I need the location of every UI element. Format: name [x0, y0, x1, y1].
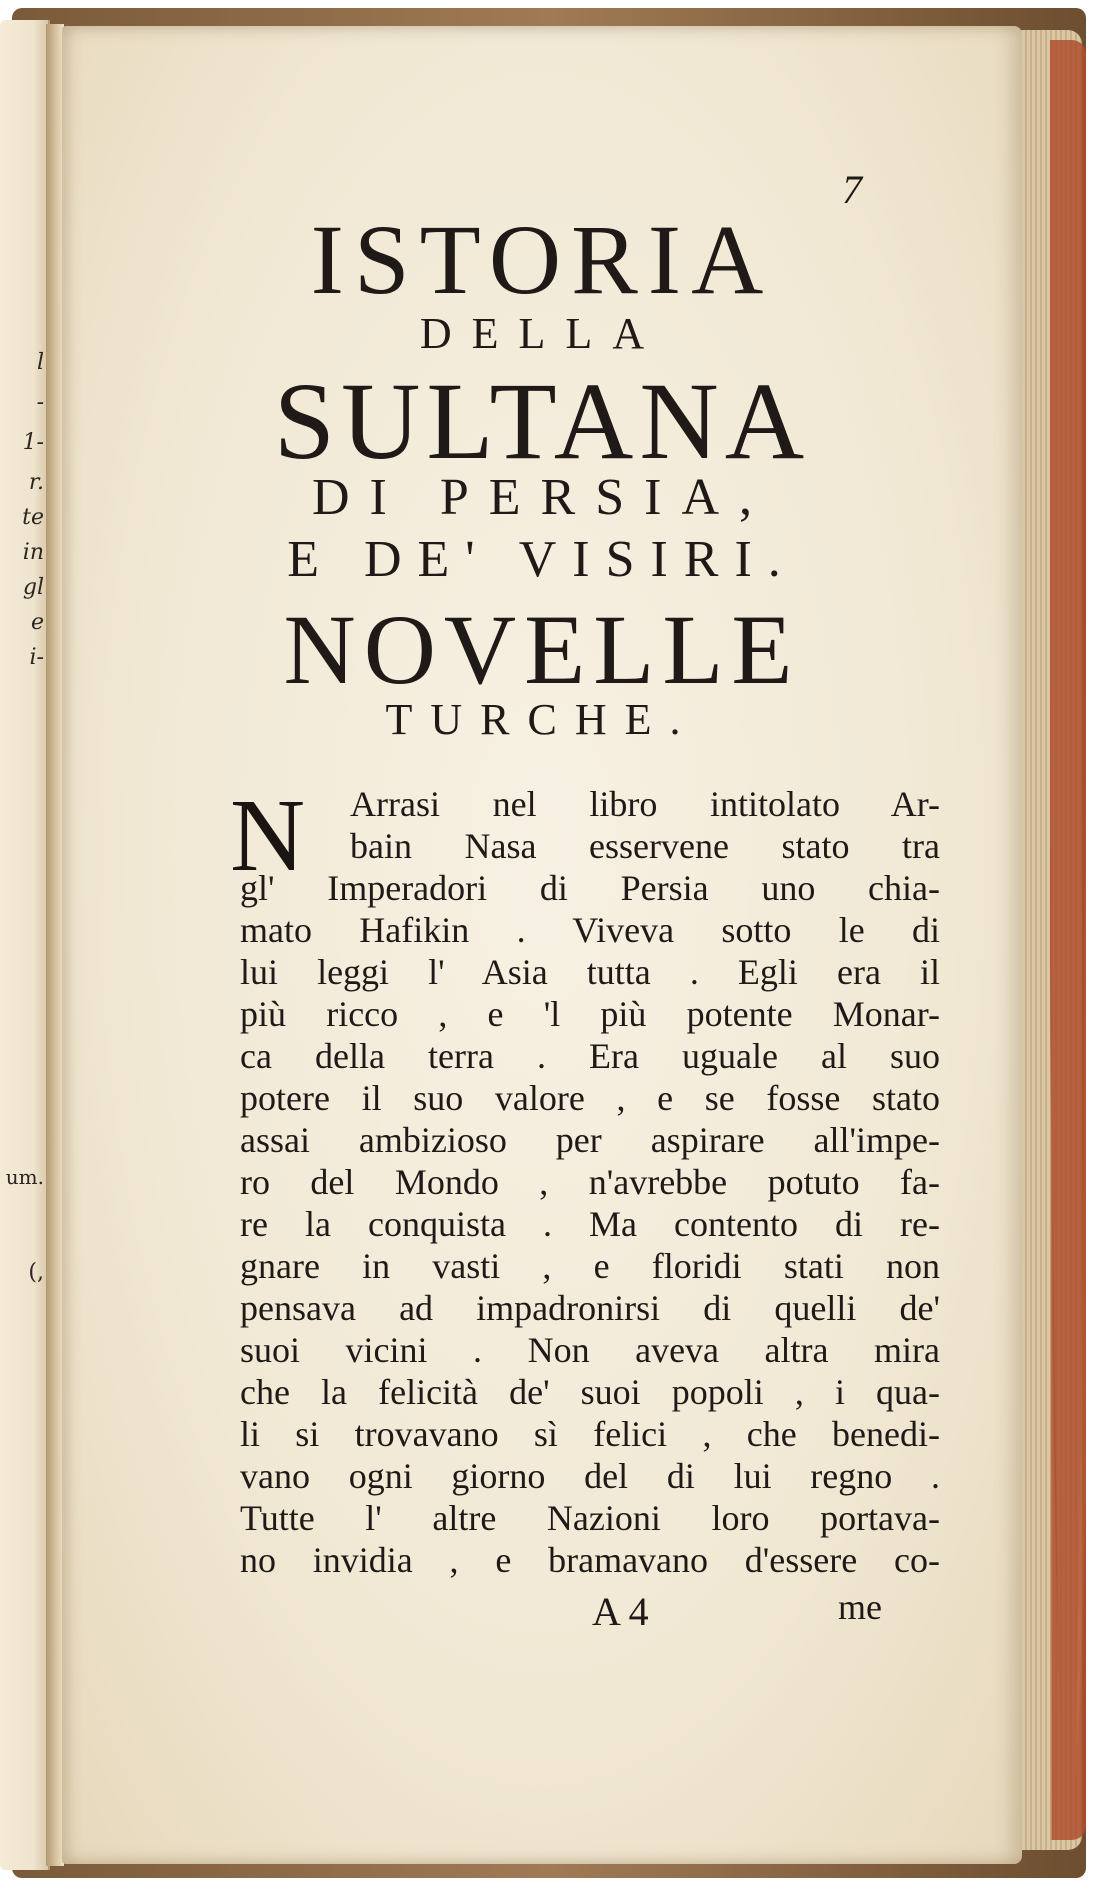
body-line: Tutte l' altre Nazioni loro portava- [240, 1498, 940, 1538]
body-line: pensava ad impadronirsi di quelli de' [240, 1288, 940, 1328]
left-page-fragment: gl [22, 575, 44, 600]
title-line: TURCHE. [385, 695, 699, 744]
body-line: assai ambizioso per aspirare all'impe- [240, 1120, 940, 1160]
left-page-fragment: i- [29, 645, 44, 670]
title-line: DELLA [419, 309, 665, 358]
body-line: re la conquista . Ma contento di re- [240, 1204, 940, 1244]
body-line: bain Nasa esservene stato tra [350, 826, 940, 866]
body-line: più ricco , e 'l più potente Monar- [240, 994, 940, 1034]
left-facing-page [0, 20, 50, 1870]
body-line: suoi vicini . Non aveva altra mira [240, 1330, 940, 1370]
page-number: 7 [842, 167, 862, 212]
body-line: che la felicità de' suoi popoli , i qua- [240, 1372, 940, 1412]
title-line: NOVELLE [283, 594, 801, 705]
left-page-fragment: in [22, 540, 44, 565]
title-line: ISTORIA [310, 204, 774, 315]
title-line: E DE' VISIRI. [287, 531, 797, 588]
body-line: potere il suo valore , e se fosse stato [240, 1078, 940, 1118]
body-line: no invidia , e bramavano d'essere co- [240, 1540, 940, 1580]
body-line: lui leggi l' Asia tutta . Egli era il [240, 952, 940, 992]
left-page-fragment: um. [5, 1165, 44, 1189]
left-page-fragment: 1- [22, 430, 44, 455]
signature-mark: A 4 [592, 1589, 649, 1634]
body-line: Arrasi nel libro intitolato Ar- [350, 784, 940, 824]
body-line: li si trovavano sì felici , che benedi- [240, 1414, 940, 1454]
left-page-fragment: - [36, 390, 44, 415]
left-page-fragment: l [36, 350, 44, 375]
left-page-fragment: te [22, 505, 44, 530]
body-line: vano ogni giorno del di lui regno . [240, 1456, 940, 1496]
drop-cap: N [230, 778, 306, 893]
right-page [62, 26, 1022, 1864]
marbled-edge [1050, 40, 1086, 1840]
left-page-fragment: r. [28, 470, 44, 495]
left-page-fragment: e [30, 610, 44, 635]
body-line: gnare in vasti , e floridi stati non [240, 1246, 940, 1286]
title-line: SULTANA [273, 360, 811, 482]
body-line: gl' Imperadori di Persia uno chia- [240, 868, 940, 908]
body-line: ro del Mondo , n'avrebbe potuto fa- [240, 1162, 940, 1202]
body-line: ca della terra . Era uguale al suo [240, 1036, 940, 1076]
title-line: DI PERSIA, [311, 469, 773, 526]
left-page-fragment: (, [28, 1260, 44, 1285]
catchword: me [838, 1587, 882, 1627]
body-line: mato Hafikin . Viveva sotto le di [240, 910, 940, 950]
